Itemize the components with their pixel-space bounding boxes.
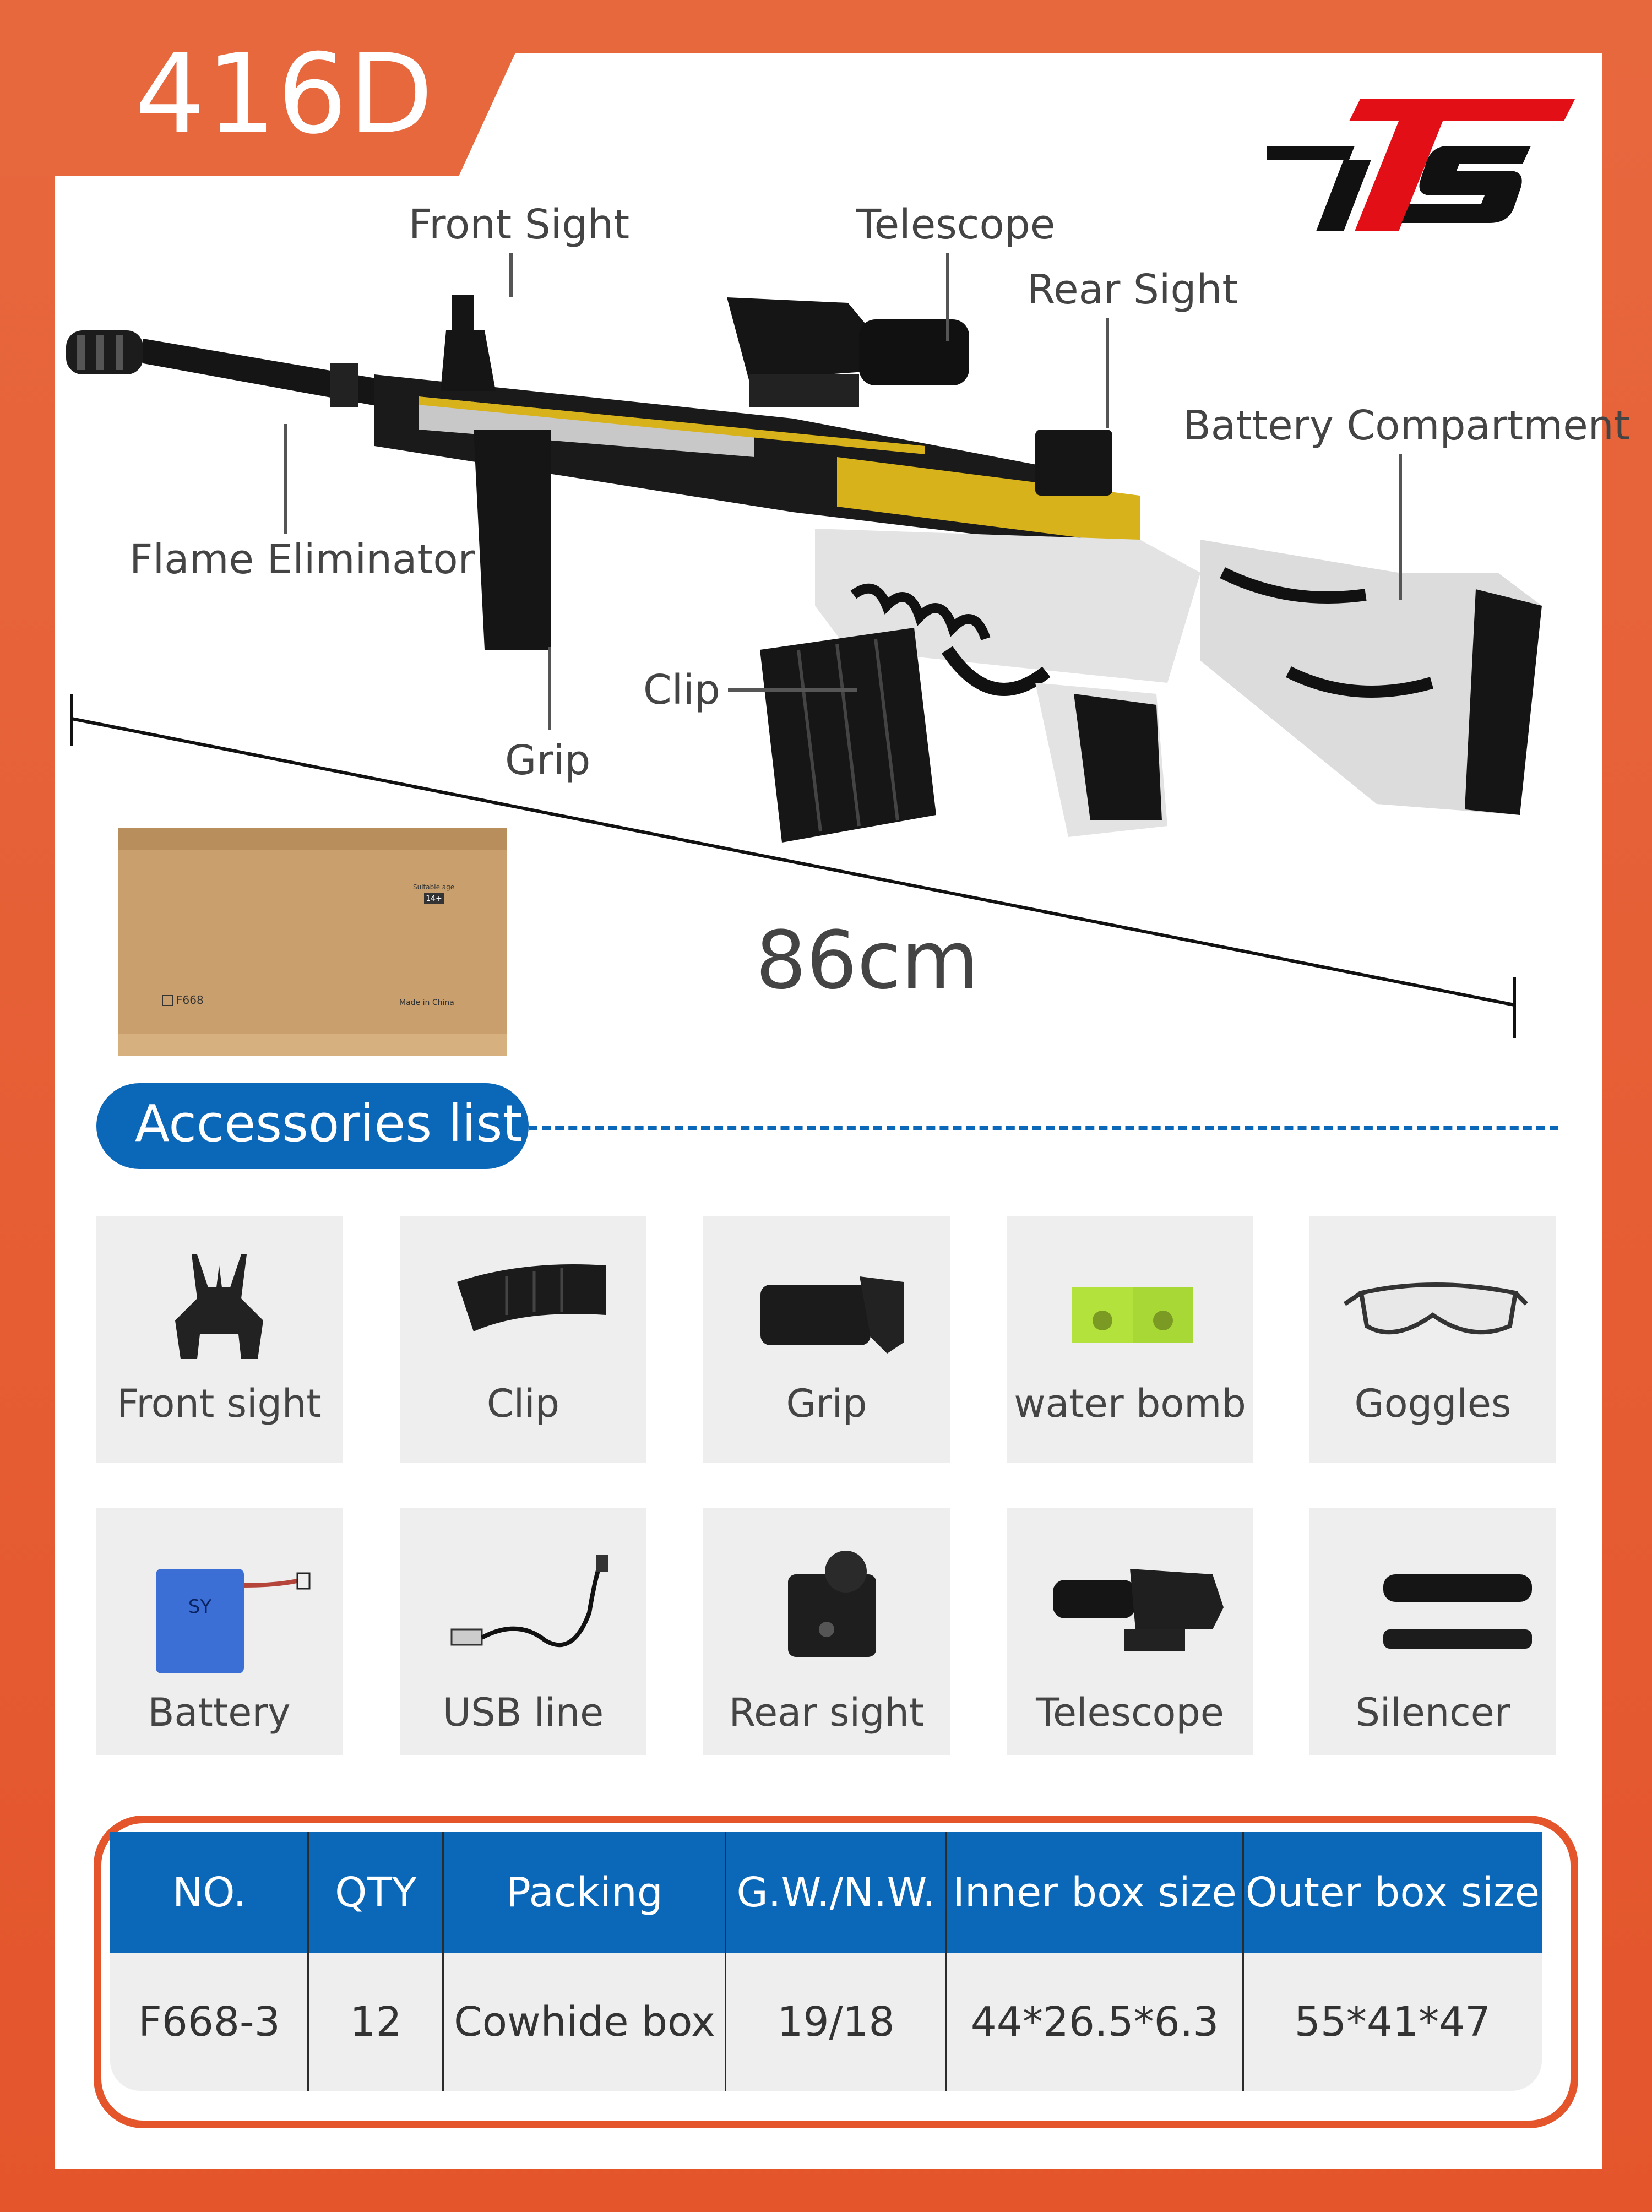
accessory-card-telescope [1007,1508,1253,1755]
accessory-card-battery [96,1508,343,1755]
accessory-label: Telescope [1036,1690,1224,1735]
goggles-icon [1334,1232,1532,1381]
usb-cable-icon [424,1525,622,1673]
table-header-packing: Packing [443,1832,726,1953]
callout-rear-sight: Rear Sight [1027,266,1238,313]
accessory-label: Battery [148,1690,291,1735]
callout-clip: Clip [643,666,720,714]
box-code: F668 [176,993,204,1007]
table-divider [945,1832,947,2091]
model-title: 416D [135,30,434,159]
packaging-box-image [118,828,507,1056]
brand-logo [1267,94,1575,231]
box-origin: Made in China [399,998,454,1007]
accessory-card-silencer [1309,1508,1556,1755]
table-cell-qty: 12 [350,1998,402,2046]
accessory-card-grip [703,1216,950,1463]
table-header-qty: QTY [308,1832,443,1953]
front-sight-part-icon [120,1232,318,1381]
box-age-value: 14+ [426,894,442,903]
table-divider [725,1832,726,2091]
callout-grip: Grip [505,737,591,784]
accessory-label: water bomb [1014,1381,1246,1426]
table-cell-outer-box: 55*41*47 [1294,1998,1491,2046]
water-bomb-pack-icon [1031,1232,1229,1381]
accessory-card-usb-line [400,1508,646,1755]
rear-sight-part-icon [727,1525,926,1673]
length-label: 86cm [756,914,979,1007]
box-suitable-age: Suitable age [413,883,455,891]
table-cell-inner-box: 44*26.5*6.3 [970,1998,1219,2046]
table-cell-weight: 19/18 [777,1998,895,2046]
accessories-title: Accessories list [135,1094,523,1153]
accessory-card-goggles [1309,1216,1556,1463]
leader-telescope [946,253,949,341]
leader-rear-sight [1106,318,1109,428]
accessory-label: Clip [486,1381,560,1426]
table-divider [442,1832,444,2091]
accessory-label: USB line [442,1690,604,1735]
silencer-icon [1334,1525,1532,1673]
table-header-outer-box: Outer box size [1243,1832,1542,1953]
accessory-label: Goggles [1354,1381,1512,1426]
accessory-card-rear-sight [703,1508,950,1755]
callout-telescope: Telescope [856,201,1056,248]
leader-front-sight [509,253,513,297]
accessory-card-water-bomb [1007,1216,1253,1463]
table-cell-no: F668-3 [138,1998,280,2046]
accessory-label: Rear sight [729,1690,925,1735]
table-header-weight: G.W./N.W. [726,1832,946,1953]
scope-icon [1031,1525,1229,1673]
battery-print: SY [188,1596,212,1618]
accessory-label: Front sight [117,1381,322,1426]
table-cell-packing: Cowhide box [454,1998,715,2046]
table-divider [1242,1832,1244,2091]
callout-flame-eliminator: Flame Eliminator [129,536,475,583]
accessories-divider [529,1126,1558,1130]
accessory-label: Grip [786,1381,867,1426]
accessory-label: Silencer [1355,1690,1510,1735]
table-divider [307,1832,309,2091]
accessory-card-clip [400,1216,646,1463]
leader-battery-compartment [1399,454,1402,600]
callout-front-sight: Front Sight [409,201,630,248]
magazine-icon [424,1232,622,1381]
accessory-card-front-sight [96,1216,343,1463]
table-header-inner-box: Inner box size [946,1832,1243,1953]
callout-battery-compartment: Battery Compartment [1183,402,1630,449]
foregrip-icon [727,1232,926,1381]
battery-pack-icon [120,1525,318,1673]
table-header-no: NO. [110,1832,308,1953]
leader-flame-eliminator [284,424,287,534]
